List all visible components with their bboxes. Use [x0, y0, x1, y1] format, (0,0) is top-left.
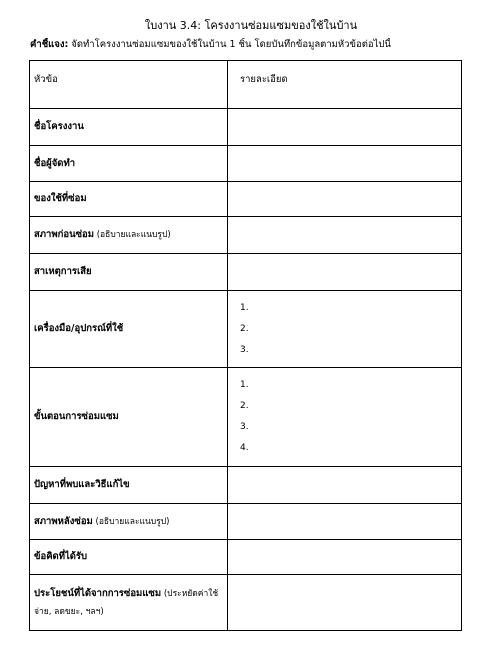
table-row [30, 182, 462, 217]
row-label-project-name: ชื่อโครงงาน [30, 109, 228, 146]
detail-cell-condition-after[interactable] [228, 504, 462, 540]
list-item: 3. [240, 422, 249, 432]
list-item: 2. [240, 323, 249, 334]
row-label-cause: สาเหตุการเสีย [30, 254, 228, 291]
detail-cell-lessons[interactable] [228, 540, 462, 575]
detail-cell-steps[interactable] [228, 368, 462, 467]
steps-number-list [240, 375, 457, 459]
condition-before-note: (อธิบายและแนบรูป) [94, 230, 171, 240]
row-label-steps: ขั้นตอนการซ่อมแซม [30, 368, 228, 467]
benefits-note: (ประหยัดค่าใช้จ่าย, ลดขยะ, ฯลฯ) [34, 588, 219, 617]
header-topic: หัวข้อ [30, 61, 228, 109]
list-item: 1. [240, 380, 249, 390]
detail-cell-benefits[interactable] [228, 575, 462, 631]
condition-after-label: สภาพหลังซ่อม [34, 515, 93, 527]
detail-cell-tools[interactable] [228, 291, 462, 368]
row-label-lessons: ข้อคิดที่ได้รับ [30, 540, 228, 575]
row-label-condition-before [30, 217, 228, 254]
table-header-row [30, 61, 462, 109]
row-label-repaired-item: ของใช้ที่ซ่อม [30, 182, 228, 217]
table-row [30, 291, 462, 368]
worksheet-title: ใบงาน 3.4: โครงงานซ่อมแซมของใช้ในบ้าน [144, 19, 358, 32]
list-item: 2. [240, 401, 249, 411]
table-row [30, 217, 462, 254]
row-label-author: ชื่อผู้จัดทำ [30, 146, 228, 182]
table-row [30, 254, 462, 291]
table-row [30, 467, 462, 504]
condition-after-note: (อธิบายและแนบรูป) [92, 516, 170, 527]
table-row [30, 504, 462, 540]
row-label-benefits [30, 575, 228, 631]
table-row [30, 109, 462, 146]
table-row [30, 146, 462, 182]
row-label-condition-after [30, 504, 228, 540]
list-item: 1. [240, 302, 249, 313]
row-label-tools: เครื่องมือ/อุปกรณ์ที่ใช้ [30, 291, 228, 368]
row-label-problems: ปัญหาที่พบและวิธีแก้ไข [30, 467, 228, 504]
detail-cell-cause[interactable] [228, 254, 462, 291]
worksheet-table [29, 60, 462, 631]
detail-cell-author[interactable] [228, 146, 462, 182]
detail-cell-condition-before[interactable] [228, 217, 462, 254]
benefits-label: ประโยชน์ที่ได้จากการซ่อมแซม [34, 587, 162, 599]
instruction-text: จัดทำโครงงานซ่อมแซมของใช้ในบ้าน 1 ชิ้น โดยบันทึกข้อมูลตามหัวข้อต่อไปนี้ [68, 39, 391, 50]
condition-before-label: สภาพก่อนซ่อม [34, 229, 95, 240]
header-detail: รายละเอียด [228, 61, 462, 109]
list-item: 3. [240, 344, 249, 355]
table-row [30, 540, 462, 575]
list-item: 4. [240, 443, 249, 453]
tools-number-list [240, 298, 457, 361]
table-row [30, 368, 462, 467]
detail-cell-project-name[interactable] [228, 109, 462, 146]
detail-cell-problems[interactable] [228, 467, 462, 504]
table-row [30, 575, 462, 631]
instruction-line [30, 38, 480, 52]
instruction-lead: คำชี้แจง: [30, 39, 69, 50]
detail-cell-repaired-item[interactable] [228, 182, 462, 217]
